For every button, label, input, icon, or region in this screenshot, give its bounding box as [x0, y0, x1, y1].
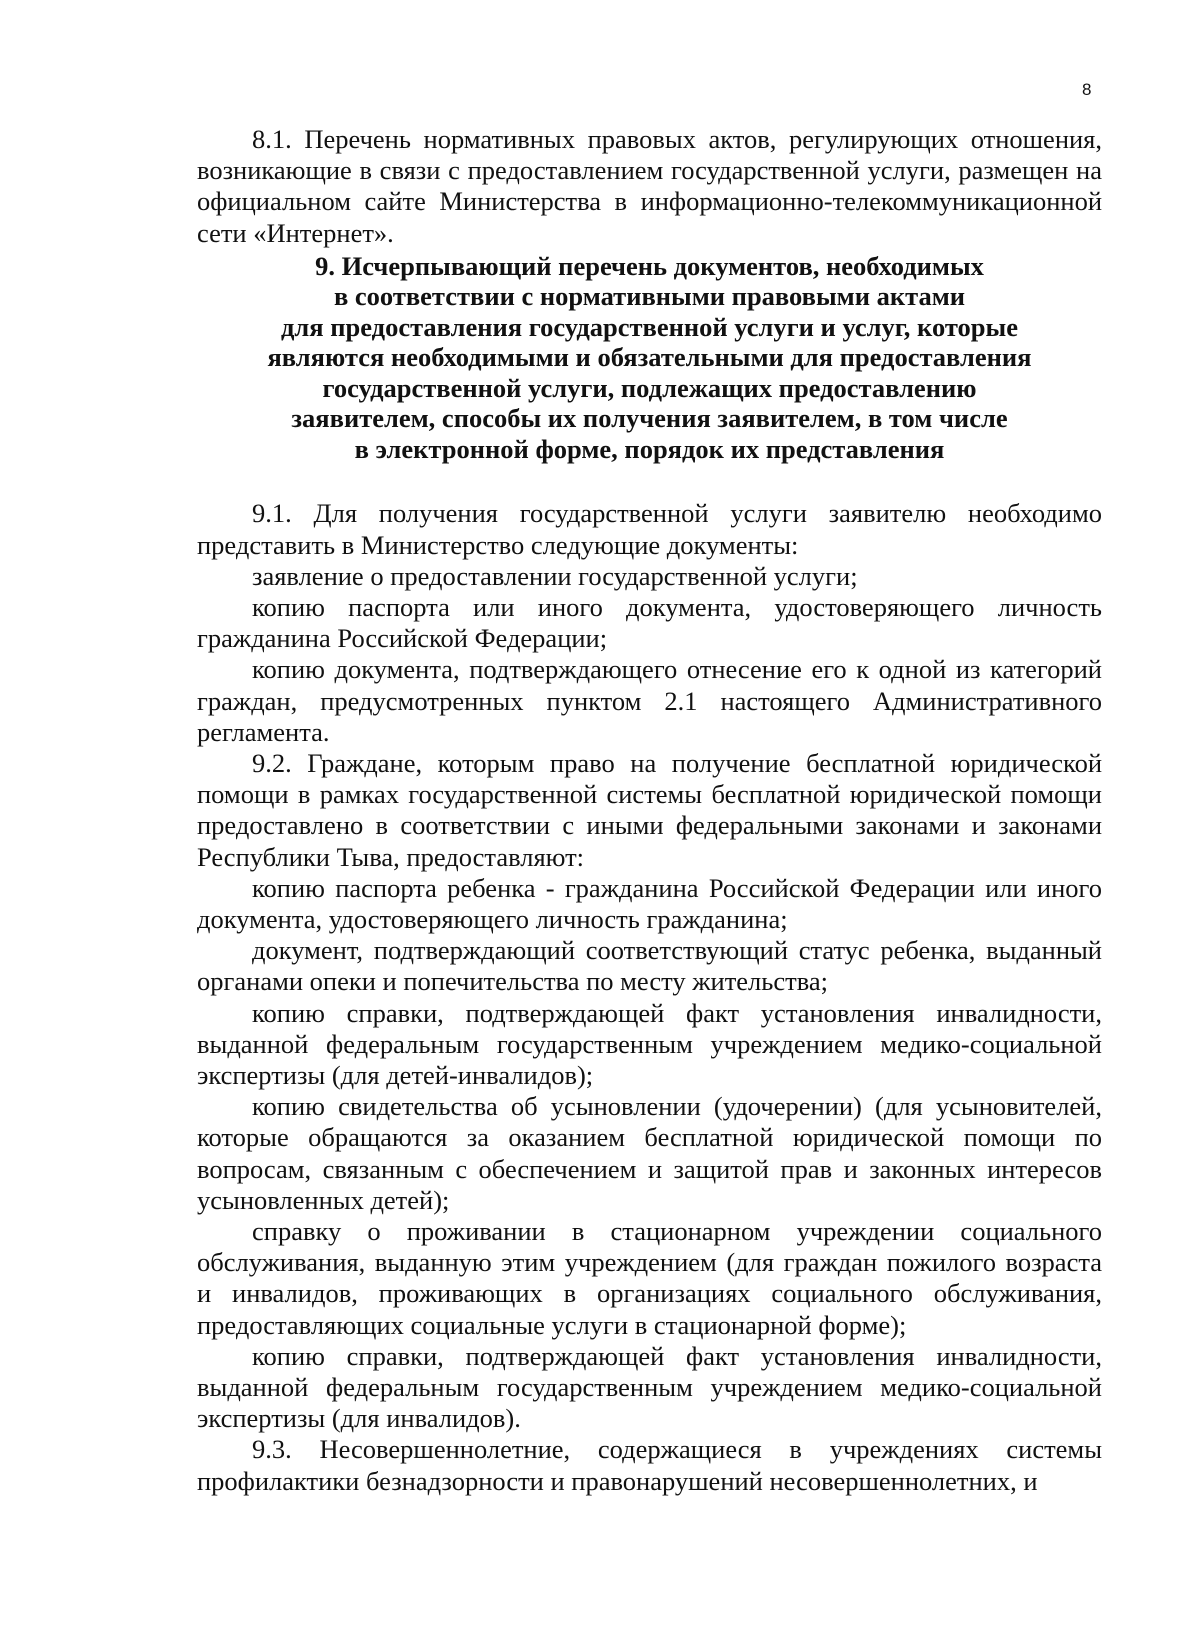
heading-line: в соответствии с нормативными правовыми актами	[333, 281, 966, 312]
section-9-3-paragraph: 9.3. Несовершеннолетние, содержащиеся в учреждениях системы профилактики безнадзорности и правонарушений несовершеннолетних, и	[197, 1434, 1102, 1496]
heading-line: 9. Исчерпывающий перечень документов, необходимых	[315, 250, 984, 281]
heading-line: являются необходимыми и обязательными для предоставления	[267, 342, 1032, 373]
section-spacer	[197, 464, 1102, 498]
section-9-2-paragraph: 9.2. Граждане, которым право на получение бесплатной юридической помощи в рамках государственной системы бесплатной юридической помощи предоставлено в соответствии с иными федеральными законами и законами Республики Тыва, предоставляют:	[197, 747, 1102, 872]
list-item-disability-adults: копию справки, подтверждающей факт установления инвалидности, выданной федеральным государственным учреждением медико-социальной экспертизы (для инвалидов).	[197, 1340, 1102, 1434]
list-item-category-document: копию документа, подтверждающего отнесение его к одной из категорий граждан, предусмотренных пунктом 2.1 настоящего Административного регламента.	[197, 654, 1102, 747]
list-item-passport-copy: копию паспорта или иного документа, удостоверяющего личность гражданина Российской Федерации;	[197, 591, 1102, 654]
heading-line: в электронной форме, порядок их представления	[354, 433, 945, 464]
list-item-child-passport: копию паспорта ребенка - гражданина Российской Федерации или иного документа, удостоверяющего личность гражданина;	[197, 872, 1102, 934]
heading-line: заявителем, способы их получения заявителем, в том числе	[291, 403, 1008, 434]
heading-line: для предоставления государственной услуги и услуг, которые	[281, 311, 1018, 342]
section-8-1-paragraph: 8.1. Перечень нормативных правовых актов, регулирующих отношения, возникающие в связи с предоставлением государственной услуги, размещен на официальном сайте Министерства в информационно-телекоммуникационной сети «Интернет».	[197, 124, 1102, 248]
list-item-application: заявление о предоставлении государственной услуги;	[252, 560, 858, 591]
list-item-disability-children: копию справки, подтверждающей факт установления инвалидности, выданной федеральным государственным учреждением медико-социальной экспертизы (для детей-инвалидов);	[197, 997, 1102, 1090]
section-9-1-paragraph: 9.1. Для получения государственной услуги заявителю необходимо представить в Министерство следующие документы:	[197, 498, 1102, 560]
document-body	[197, 124, 1102, 1497]
list-item-child-status: документ, подтверждающий соответствующий статус ребенка, выданный органами опеки и попечительства по месту жительства;	[197, 935, 1102, 997]
section-9-heading	[197, 251, 1102, 465]
list-item-adoption-certificate: копию свидетельства об усыновлении (удочерении) (для усыновителей, которые обращаются за оказанием бесплатной юридической помощи по вопросам, связанным с обеспечением и защитой прав и законных интересов усыновленных детей);	[197, 1091, 1102, 1215]
heading-line: государственной услуги, подлежащих предоставлению	[322, 372, 977, 403]
list-item-residence-certificate: справку о проживании в стационарном учреждении социального обслуживания, выданную этим учреждением (для граждан пожилого возраста и инвалидов, проживающих в организациях социального обслуживания, предоставляющих социальные услуги в стационарной форме);	[197, 1215, 1102, 1340]
page-number: 8	[1082, 80, 1092, 99]
